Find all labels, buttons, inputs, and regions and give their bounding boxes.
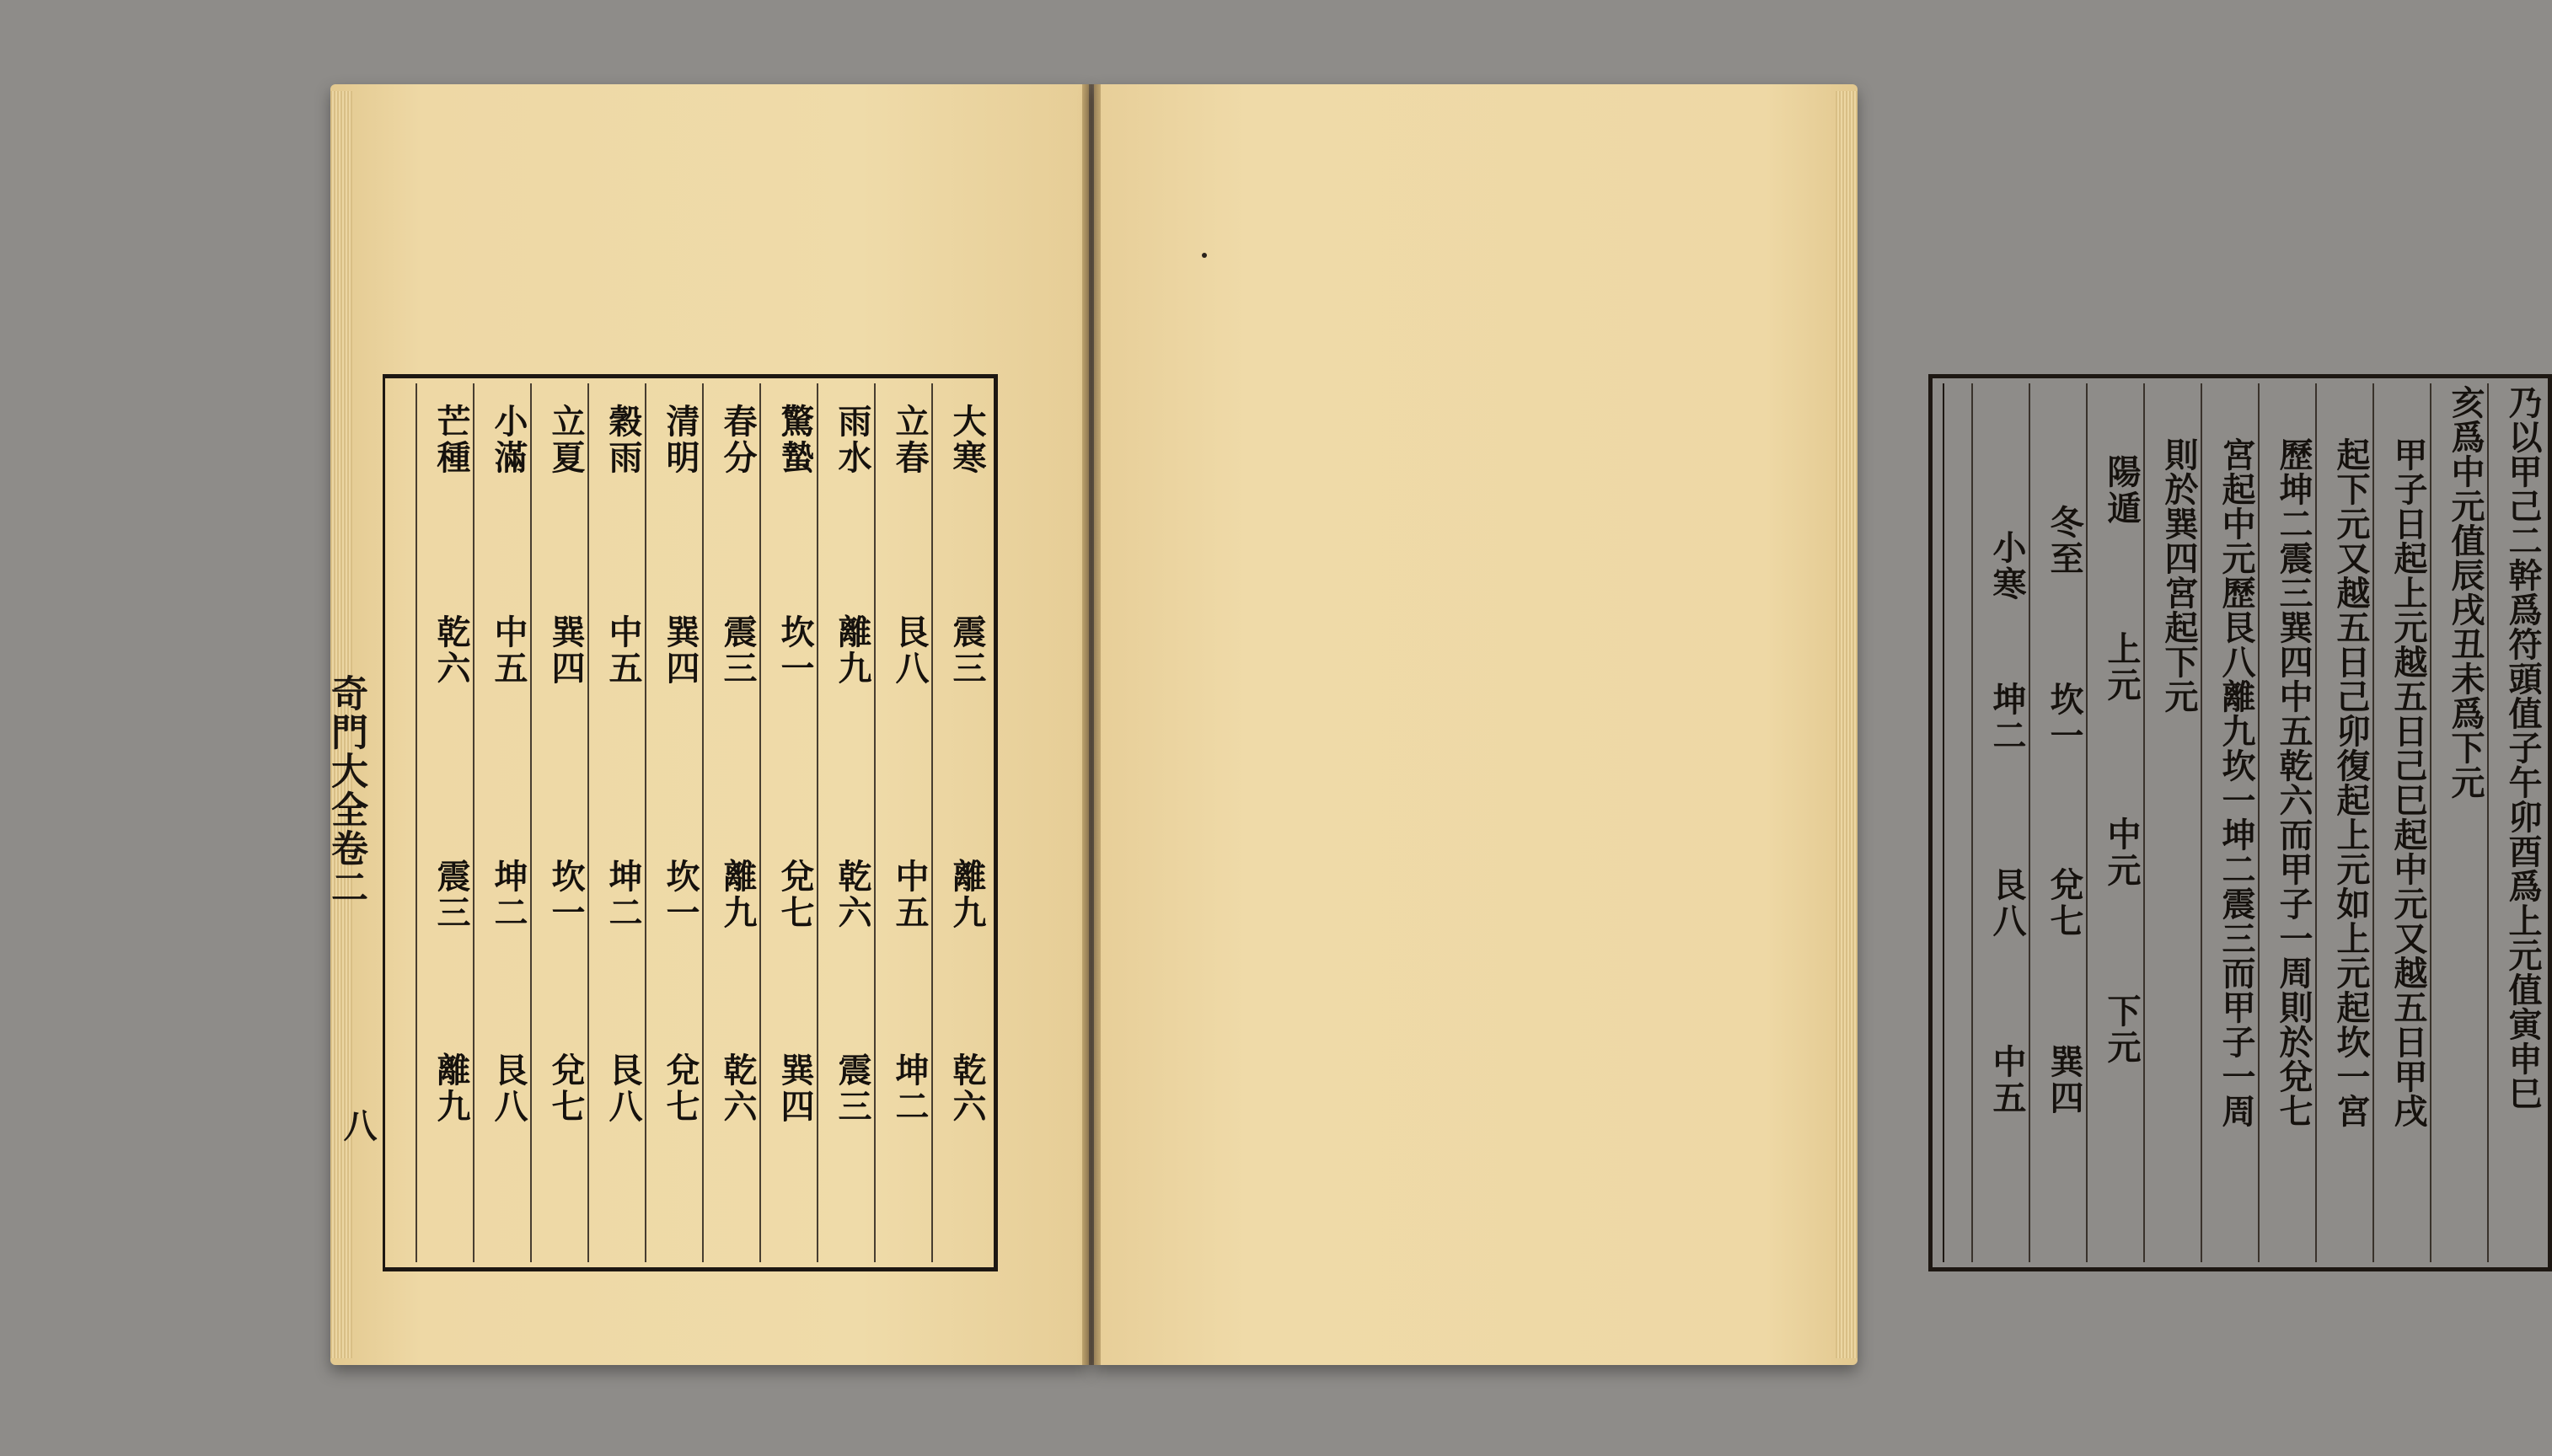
palace-value: 上元 [2102,631,2142,704]
solar-term: 穀雨 [603,404,643,476]
palace-value: 艮八 [1987,867,2027,939]
ink-speck [1202,253,1207,258]
palace-value: 下元 [2102,993,2142,1066]
left-page [324,84,1089,1365]
palace-value: 兌七 [2045,867,2084,939]
column-rule [759,383,761,1262]
column-rule [2029,383,2030,1262]
palace-value: 巽四 [2045,1044,2084,1116]
solar-term: 小滿 [489,404,528,476]
text-column: 亥爲中元值辰戌丑未爲下元 [2446,385,2485,800]
solar-term: 清明 [661,404,700,476]
fold-title: 奇門大全卷二 [324,674,367,907]
open-book [324,84,2543,1365]
palace-value: 中五 [603,614,643,687]
palace-value: 乾六 [718,1052,758,1125]
solar-term: 雨水 [833,404,872,476]
palace-value: 坎一 [2045,682,2084,754]
palace-value: 坎一 [775,614,815,687]
column-rule [473,383,474,1262]
palace-value: 離九 [833,614,872,687]
page-edge [1836,91,1858,1358]
palace-value: 離九 [432,1052,471,1125]
palace-value: 兌七 [775,859,815,931]
palace-value: 坤二 [603,859,643,931]
text-column: 宮起中元歷艮八離九坎一坤二震三而甲子一周 [2217,437,2256,1128]
palace-value: 坤二 [489,859,528,931]
right-page [1094,84,2543,1365]
text-column: 則於巽四宮起下元 [2159,437,2199,714]
solar-term: 驚蟄 [775,404,815,476]
palace-value: 坤二 [1987,682,2027,754]
palace-value: 震三 [718,614,758,687]
text-column: 歷坤二震三巽四中五乾六而甲子一周則於兌七 [2274,437,2313,1128]
palace-value: 震三 [947,614,987,687]
solar-term: 立夏 [546,404,586,476]
palace-value: 中五 [890,859,930,931]
palace-value: 巽四 [775,1052,815,1125]
palace-value: 巽四 [661,614,700,687]
palace-value: 中元 [2102,816,2142,889]
palace-value: 艮八 [890,614,930,687]
left-table-frame [383,374,998,1271]
page-number: 八 [338,1108,378,1142]
column-rule [416,383,417,1262]
palace-value: 震三 [833,1052,872,1125]
palace-value: 乾六 [432,614,471,687]
column-rule [702,383,704,1262]
column-rule [817,383,818,1262]
solar-term: 冬至 [2045,505,2084,577]
text-column: 起下元又越五日己卯復起上元如上元起坎一宮 [2331,437,2371,1128]
palace-value: 坎一 [661,859,700,931]
table-header: 陽遁 [2102,454,2142,527]
palace-value: 中五 [489,614,528,687]
solar-term: 大寒 [947,404,987,476]
text-column: 乃以甲己二幹爲符頭值子午卯酉爲上元值寅申巳 [2503,385,2543,1111]
palace-value: 艮八 [603,1052,643,1125]
text-column: 甲子日起上元越五日己巳起中元又越五日甲戌 [2388,437,2428,1128]
solar-term: 小寒 [1987,530,2027,602]
palace-value: 乾六 [947,1052,987,1125]
column-rule [645,383,646,1262]
book-gutter [1082,84,1101,1365]
palace-value: 乾六 [833,859,872,931]
palace-value: 坤二 [890,1052,930,1125]
palace-value: 艮八 [489,1052,528,1125]
column-rule [931,383,933,1262]
palace-value: 震三 [432,859,471,931]
solar-term: 芒種 [432,404,471,476]
palace-value: 中五 [1987,1044,2027,1116]
palace-value: 巽四 [546,614,586,687]
column-rule [874,383,876,1262]
column-rule [1971,383,1973,1262]
right-text-frame [1928,374,2552,1271]
column-rule [587,383,589,1262]
palace-value: 離九 [947,859,987,931]
column-rule [530,383,532,1262]
solar-term: 春分 [718,404,758,476]
palace-value: 離九 [718,859,758,931]
palace-value: 兌七 [546,1052,586,1125]
palace-value: 兌七 [661,1052,700,1125]
solar-term: 立春 [890,404,930,476]
palace-value: 坎一 [546,859,586,931]
